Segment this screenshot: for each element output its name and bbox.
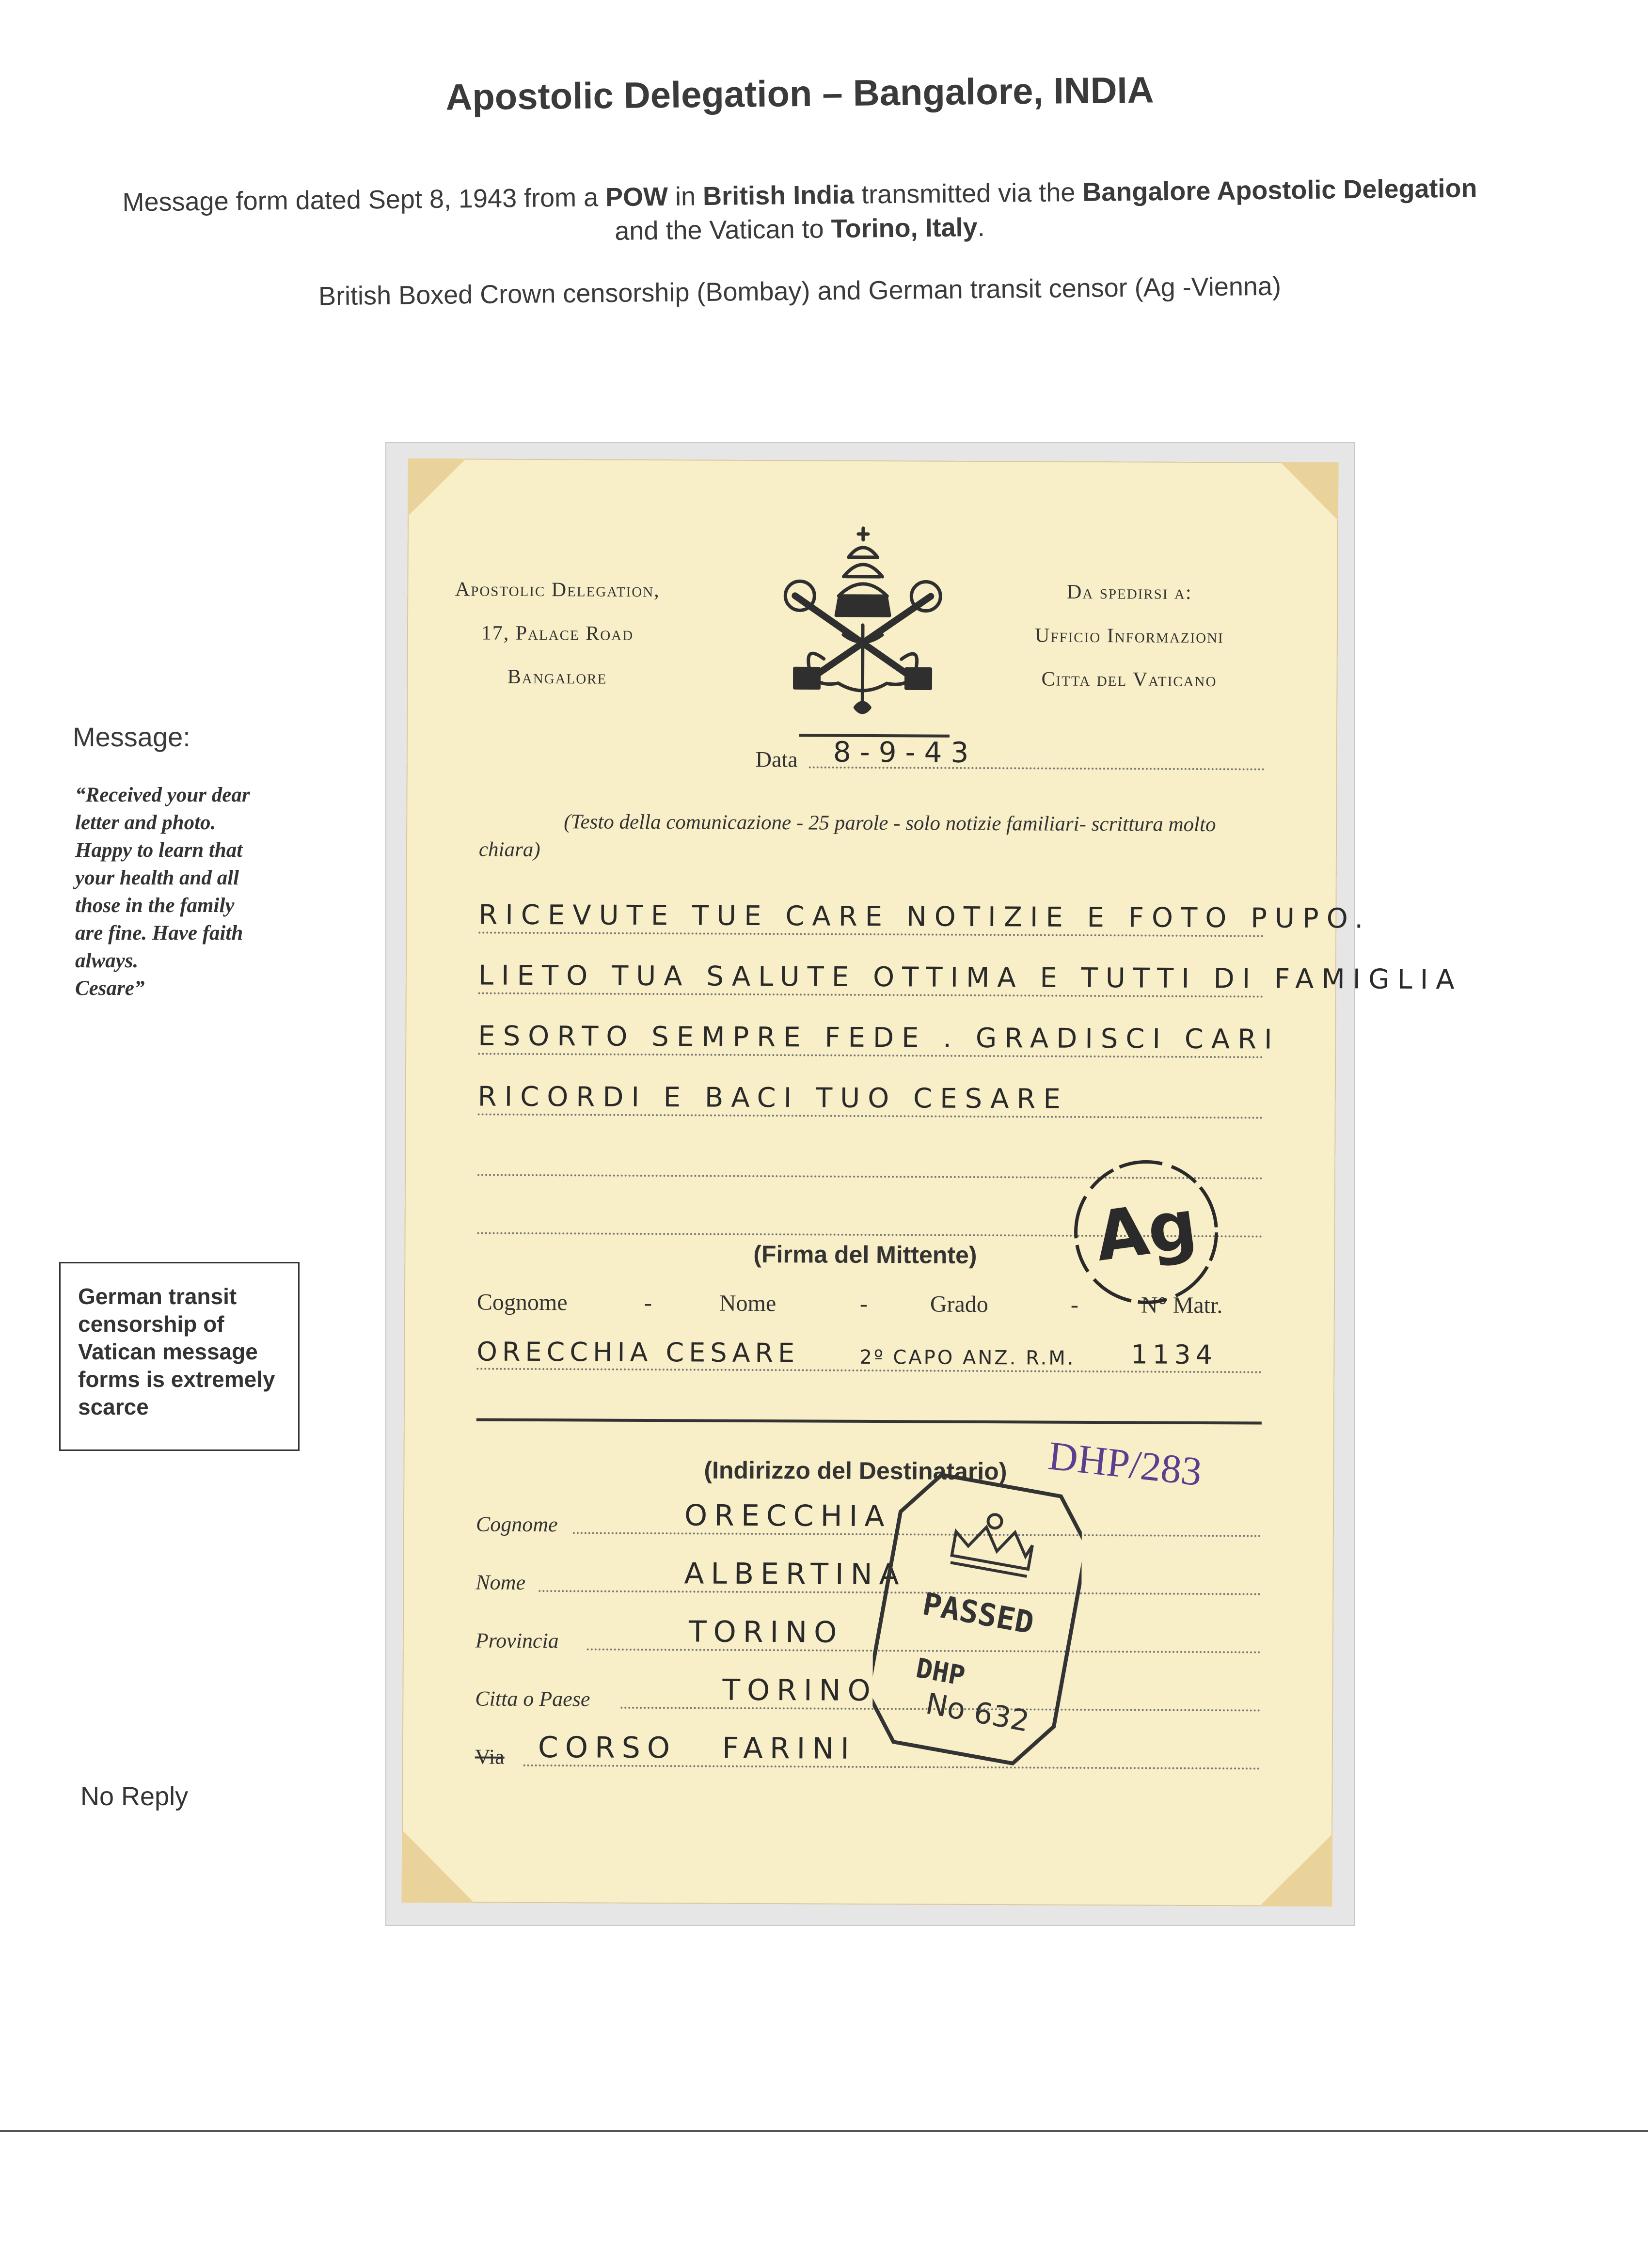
recipient-province: TORINO xyxy=(688,1615,844,1650)
photo-corner xyxy=(408,458,466,517)
sender-surname: ORECCHIA xyxy=(476,1336,653,1368)
note-line: German transit xyxy=(78,1284,237,1309)
handwritten-text: LIETO TUA SALUTE OTTIMA E TUTTI DI FAMIGLIA xyxy=(478,960,1462,996)
recipient-city: TORINO xyxy=(722,1673,877,1708)
date-label: Data xyxy=(755,746,798,772)
quote-line: Cesare” xyxy=(75,977,145,1000)
recipient-label: Via xyxy=(475,1745,505,1769)
intro-emphasis: British India xyxy=(702,180,855,211)
handwritten-text: RICEVUTE TUE CARE NOTIZIE E FOTO PUPO. xyxy=(478,899,1371,935)
recipient-street-type: CORSO xyxy=(538,1731,677,1765)
label-separator: - xyxy=(1070,1292,1079,1318)
note-line: scarce xyxy=(78,1394,149,1419)
quote-line: Happy to learn that xyxy=(75,839,243,862)
dotted-rule xyxy=(478,1113,1263,1118)
handwritten-text: RICORDI E BACI TUO CESARE xyxy=(477,1081,1068,1115)
quote-line: letter and photo. xyxy=(75,811,216,834)
sender-rank: 2º CAPO ANZ. R.M. xyxy=(859,1346,1076,1370)
page-title: Apostolic Delegation – Bangalore, INDIA xyxy=(445,69,1154,118)
recipient-city-line xyxy=(475,1665,1260,1717)
photo-corner xyxy=(402,1830,475,1903)
section-divider xyxy=(476,1418,1262,1424)
form-instructions: (Testo della comunicazione - 25 parole - solo notizie familiari- scrittura molto chiara) xyxy=(478,810,1216,862)
destination-address xyxy=(993,570,1265,702)
recipient-name: ALBERTINA xyxy=(684,1557,906,1592)
recipient-street-name: FARINI xyxy=(722,1731,856,1766)
quote-line: those in the family xyxy=(75,894,235,917)
label-cognome: Cognome xyxy=(476,1289,568,1316)
recipient-name-line xyxy=(475,1549,1261,1601)
no-reply-note: No Reply xyxy=(80,1782,189,1811)
intro-line-3: British Boxed Crown censorship (Bombay) and German transit censor (Ag -Vienna) xyxy=(318,271,1282,311)
recipient-label: Provincia xyxy=(475,1628,559,1653)
scarcity-note-box xyxy=(59,1262,300,1451)
quote-line: always. xyxy=(75,949,139,972)
intro-text: . xyxy=(977,213,985,242)
address-line: Bangalore xyxy=(507,665,607,689)
sender-address xyxy=(421,567,693,699)
intro-emphasis: Bangalore Apostolic Delegation xyxy=(1082,173,1477,207)
passed-number: No 632 xyxy=(923,1686,1032,1739)
label-nome: Nome xyxy=(719,1290,776,1317)
intro-text: and the Vatican to xyxy=(615,214,831,246)
papal-tiara-keys-emblem-icon xyxy=(775,523,951,723)
message-line xyxy=(478,950,1462,1002)
date-field xyxy=(755,735,1265,777)
note-line: Vatican message xyxy=(78,1339,258,1364)
intro-emphasis: POW xyxy=(605,182,668,212)
crown-icon xyxy=(951,1508,1037,1576)
recipient-label: Nome xyxy=(475,1570,526,1594)
address-line: Apostolic Delegation, xyxy=(455,578,660,602)
label-separator: - xyxy=(859,1291,868,1317)
intro-text: transmitted via the xyxy=(854,177,1083,209)
message-line xyxy=(478,1071,1263,1123)
passed-code: DHP xyxy=(913,1652,967,1692)
label-separator: - xyxy=(644,1290,652,1316)
address-line: Citta del Vaticano xyxy=(1041,668,1217,692)
address-line: 17, Palace Road xyxy=(481,622,634,645)
recipient-surname: ORECCHIA xyxy=(684,1498,891,1534)
message-heading: Message: xyxy=(73,722,190,752)
intro-text: Message form dated Sept 8, 1943 from a xyxy=(122,183,606,217)
sender-name: CESARE xyxy=(666,1337,800,1369)
sender-number: 1134 xyxy=(1131,1339,1218,1370)
quote-line: are fine. Have faith xyxy=(75,922,243,945)
message-translation xyxy=(75,781,288,1002)
page-bottom-rule xyxy=(0,2130,1648,2132)
quote-line: your health and all xyxy=(75,866,239,889)
recipient-street-line xyxy=(475,1723,1260,1775)
address-line: Da spedirsi a: xyxy=(1066,581,1192,604)
german-censor-stamp xyxy=(1063,1150,1229,1315)
photo-corner xyxy=(1259,1834,1332,1907)
recipient-province-line xyxy=(475,1607,1261,1659)
recipient-label: Cognome xyxy=(475,1512,558,1537)
intro-text: in xyxy=(667,182,703,211)
message-line xyxy=(478,890,1371,942)
recipient-label: Citta o Paese xyxy=(475,1686,590,1711)
address-line: Ufficio Informazioni xyxy=(1034,624,1224,648)
photo-corner xyxy=(1280,462,1339,521)
sender-details-line xyxy=(476,1326,1262,1378)
date-value: 8-9-43 xyxy=(833,735,978,769)
note-line: forms is extremely xyxy=(78,1367,275,1392)
note-line: censorship of xyxy=(78,1311,224,1337)
intro-emphasis: Torino, Italy xyxy=(831,213,978,244)
passed-crown-censor-stamp xyxy=(872,1464,1082,1775)
message-line xyxy=(478,1011,1280,1063)
recipient-heading: (Indirizzo del Destinatario) xyxy=(704,1456,1007,1485)
quote-line: “Received your dear xyxy=(75,784,250,806)
label-grado: Grado xyxy=(930,1291,988,1318)
passed-label: PASSED xyxy=(919,1586,1037,1642)
censor-mark: Ag xyxy=(1090,1185,1202,1277)
label-matricola: N° Matr. xyxy=(1141,1292,1223,1319)
message-form-card xyxy=(402,458,1462,1906)
signature-heading: (Firma del Mittente) xyxy=(753,1240,977,1269)
recipient-surname-line xyxy=(476,1491,1261,1543)
dhp-censor-number-stamp: DHP/283 xyxy=(1046,1433,1204,1495)
handwritten-text: ESORTO SEMPRE FEDE . GRADISCI CARI xyxy=(478,1020,1280,1055)
